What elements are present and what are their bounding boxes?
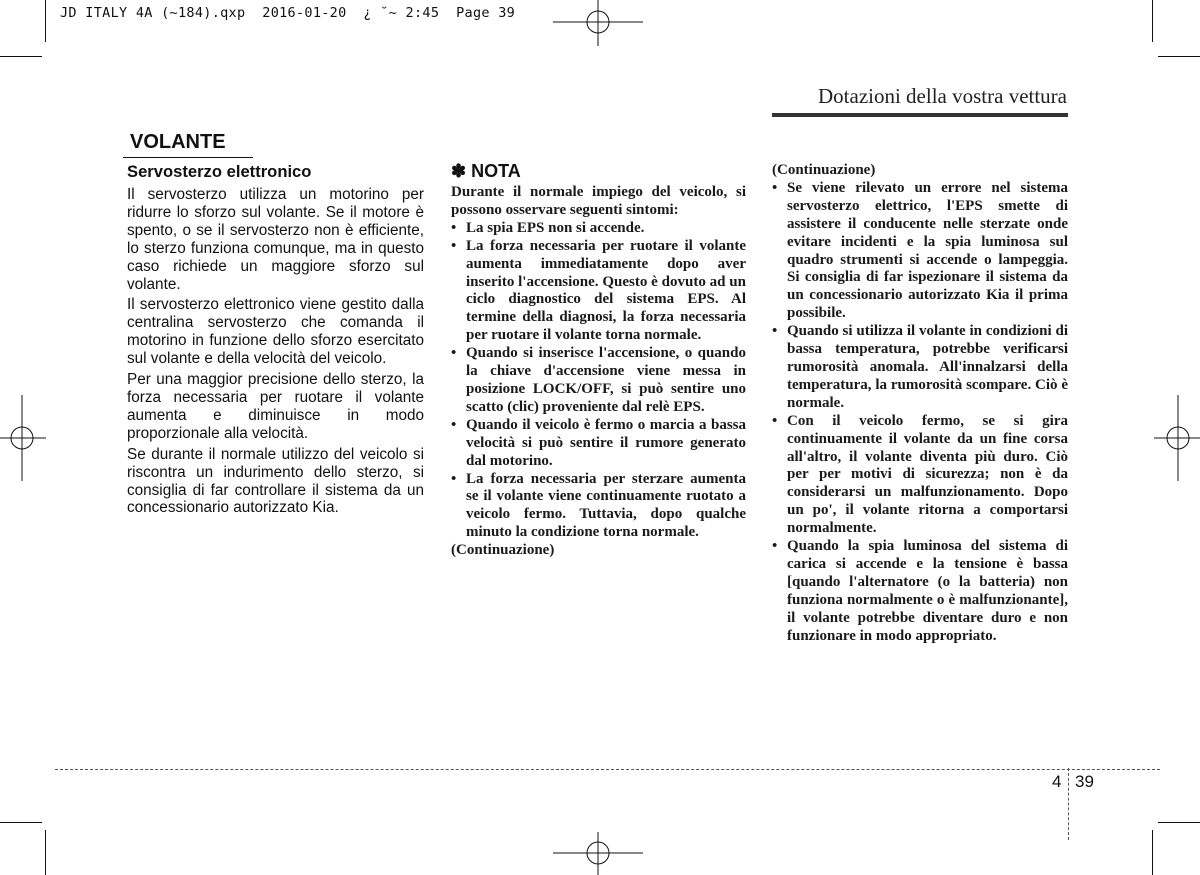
body-paragraph: Il servosterzo elettronico viene gestito dalla centralina servosterzo che comanda il motorino in funzione dello sforzo esercitato sul volante e della velocità del veicolo. — [127, 296, 424, 368]
crop-mark-top-left-h — [0, 56, 42, 57]
body-paragraph: Per una maggior precisione dello sterzo, la forza necessaria per ruotare il volante aumenta e diminuisce in modo proporzionale alla velocità. — [127, 371, 424, 442]
list-item: • La forza necessaria per ruotare il volante aumenta immediatamente dopo aver inserito l'accensione. Questo è dovuto ad un ciclo diagnostico del sistema EPS. Al termine della diagnosi, la forza necessaria per ruotare il volante torna normale. — [451, 237, 746, 344]
nota-box — [451, 160, 746, 560]
footer-dashed-rule — [55, 769, 1160, 770]
bullet-icon: • — [451, 416, 457, 433]
list-item: • Quando la spia luminosa del sistema di carica si accende e la tensione è bassa [quando l'alternatore (o la batteria) non funziona normalmente o è malfunzionante], il volante potrebbe diventare duro e non funzionare in modo appropriato. — [772, 538, 1068, 644]
header-rule — [772, 113, 1068, 117]
registration-mark-top-icon — [553, 0, 643, 46]
section-title: VOLANTE — [130, 131, 226, 153]
list-item: • Quando si utilizza il volante in condizioni di bassa temperatura, potrebbe verificarsi rumorosità anomala. All'innalzarsi della temperatura, la rumorosità scompare. Ciò è normale. — [772, 323, 1068, 411]
list-item: • Quando si inserisce l'accensione, o quando la chiave d'accensione viene messa in posizione LOCK/OFF, si può sentire uno scatto (clic) proveniente dal relè EPS. — [451, 345, 746, 415]
bullet-icon: • — [451, 219, 457, 236]
page-number: 39 — [1075, 772, 1094, 791]
bullet-icon: • — [772, 412, 778, 429]
chapter-number: 4 — [1052, 772, 1062, 791]
column-continued-text — [772, 162, 1068, 645]
continued-label: (Continuazione) — [451, 542, 555, 559]
crop-mark-bottom-right-h — [1158, 822, 1200, 823]
body-paragraph: Se durante il normale utilizzo del veicolo si riscontra un indurimento dello sterzo, si consiglia di far controllare il sistema da un concessionario autorizzato Kia. — [127, 445, 424, 517]
nota-bullet-list — [451, 220, 746, 542]
list-item: • La forza necessaria per sterzare aumenta se il volante viene continuamente ruotato a veicolo fermo. Tuttavia, dopo qualche minuto la condizione torna normale. — [451, 470, 746, 541]
list-item: • La spia EPS non si accende. — [451, 219, 645, 236]
page-number-divider — [1068, 768, 1069, 840]
registration-mark-left-icon — [0, 395, 46, 481]
registration-mark-right-icon — [1154, 395, 1200, 481]
bullet-icon: • — [772, 538, 778, 555]
chapter-header-title: Dotazioni della vostra vettura — [818, 84, 1067, 108]
bullet-icon: • — [772, 179, 778, 196]
bullet-icon: • — [451, 237, 457, 254]
bullet-icon: • — [772, 323, 778, 340]
crop-mark-top-right-h — [1158, 56, 1200, 57]
bullet-icon: • — [451, 345, 457, 362]
list-item: • Se viene rilevato un errore nel sistema servosterzo elettrico, l'EPS smette di assistere il conducente nelle sterzate onde evitare incidenti e la spia luminosa sul quadro strumenti si accende o lampeggia. Si consiglia di far ispezionare il sistema da un concessionario autorizzato Kia il prima possibile. — [772, 179, 1068, 322]
nota-title-label: NOTA — [471, 161, 521, 181]
continued-heading: (Continuazione) — [772, 162, 876, 178]
crop-mark-top-right-v — [1152, 0, 1153, 42]
crop-mark-bottom-left-v — [45, 830, 46, 875]
asterisk-note-icon: ✽ — [451, 161, 467, 181]
body-paragraph: Il servosterzo utilizza un motorino per ridurre lo sforzo sul volante. Se il motore è spento, o se il servosterzo non è efficiente, lo sterzo funziona comunque, ma in questo caso richiede un maggiore sforzo sul volante. — [127, 186, 424, 293]
section-title-underline — [123, 157, 253, 158]
crop-mark-bottom-right-v — [1152, 830, 1153, 875]
continued-bullet-list — [772, 180, 1068, 646]
nota-heading — [451, 160, 746, 182]
registration-mark-bottom-icon — [553, 832, 643, 875]
subsection-title: Servosterzo elettronico — [127, 162, 312, 181]
list-item: • Quando il veicolo è fermo o marcia a bassa velocità si può sentire il rumore generato dal motorino. — [451, 416, 746, 469]
bullet-icon: • — [451, 470, 457, 487]
list-item: • Con il veicolo fermo, se si gira continuamente il volante da un fine corsa all'altro, il volante diventa più duro. Ciò per per motivi di sicurezza; non è da considerarsi un malfunzionamento. Dopo un po', il volante ritorna a comportarsi normalmente. — [772, 412, 1068, 537]
nota-intro: Durante il normale impiego del veicolo, si possono osservare seguenti sintomi: — [451, 184, 746, 218]
column-body-text — [127, 162, 424, 520]
print-slug-line: JD ITALY 4A (~184).qxp 2016-01-20 ¿ ˘~ 2:45 Page 39 — [60, 5, 516, 21]
crop-mark-top-left-v — [45, 0, 46, 42]
crop-mark-bottom-left-h — [0, 822, 42, 823]
